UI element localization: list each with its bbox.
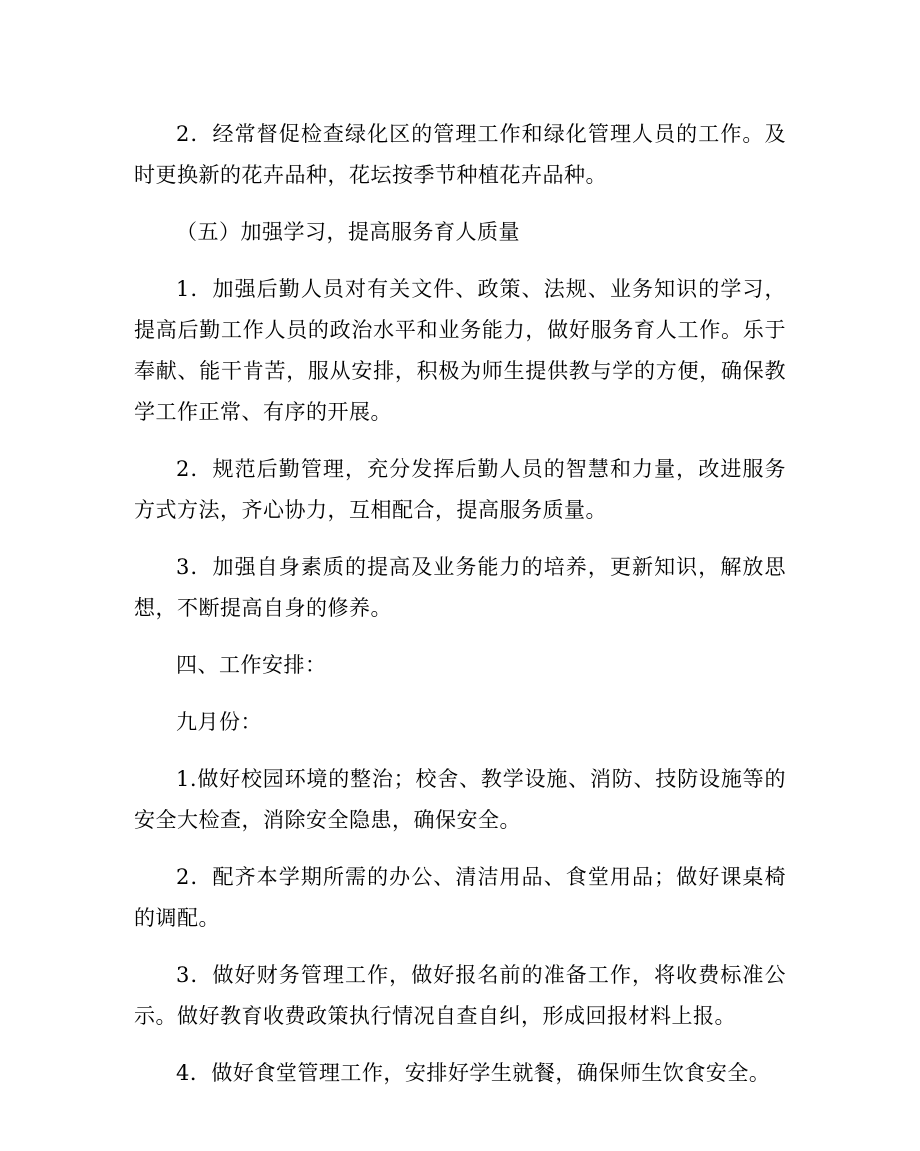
paragraph-staff-learning: 1．加强后勤人员对有关文件、政策、法规、业务知识的学习，提高后勤工作人员的政治水平和业务能力，做好服务育人工作。乐于奉献、能干肯苦，服从安排，积极为师生提供教与学的方便，确保教学工作正常、有序的开展。: [134, 277, 786, 424]
section-heading-study-quality: （五）加强学习，提高服务育人质量: [176, 220, 520, 244]
paragraph-supplies-preparation: 2．配齐本学期所需的办公、清洁用品、食堂用品；做好课桌椅的调配。: [134, 865, 786, 930]
paragraph-self-improvement: 3．加强自身素质的提高及业务能力的培养，更新知识，解放思想，不断提高自身的修养。: [134, 555, 786, 620]
month-heading-september: 九月份：: [176, 710, 262, 734]
paragraph-finance-management: 3．做好财务管理工作，做好报名前的准备工作，将收费标准公示。做好教育收费政策执行情况自查自纠，形成回报材料上报。: [134, 963, 786, 1028]
section-heading-work-arrangement: 四、工作安排：: [176, 653, 327, 677]
document-body: [134, 114, 786, 1110]
paragraph-greening-inspection: 2．经常督促检查绿化区的管理工作和绿化管理人员的工作。及时更换新的花卉品种，花坛按季节种植花卉品种。: [134, 122, 786, 187]
paragraph-logistics-management: 2．规范后勤管理，充分发挥后勤人员的智慧和力量，改进服务方式方法，齐心协力，互相配合，提高服务质量。: [134, 457, 786, 522]
paragraph-canteen-management: 4．做好食堂管理工作，安排好学生就餐，确保师生饮食安全。: [176, 1061, 771, 1085]
paragraph-campus-safety-check: 1.做好校园环境的整治；校舍、教学设施、消防、技防设施等的安全大检查，消除安全隐患，确保安全。: [134, 767, 786, 832]
